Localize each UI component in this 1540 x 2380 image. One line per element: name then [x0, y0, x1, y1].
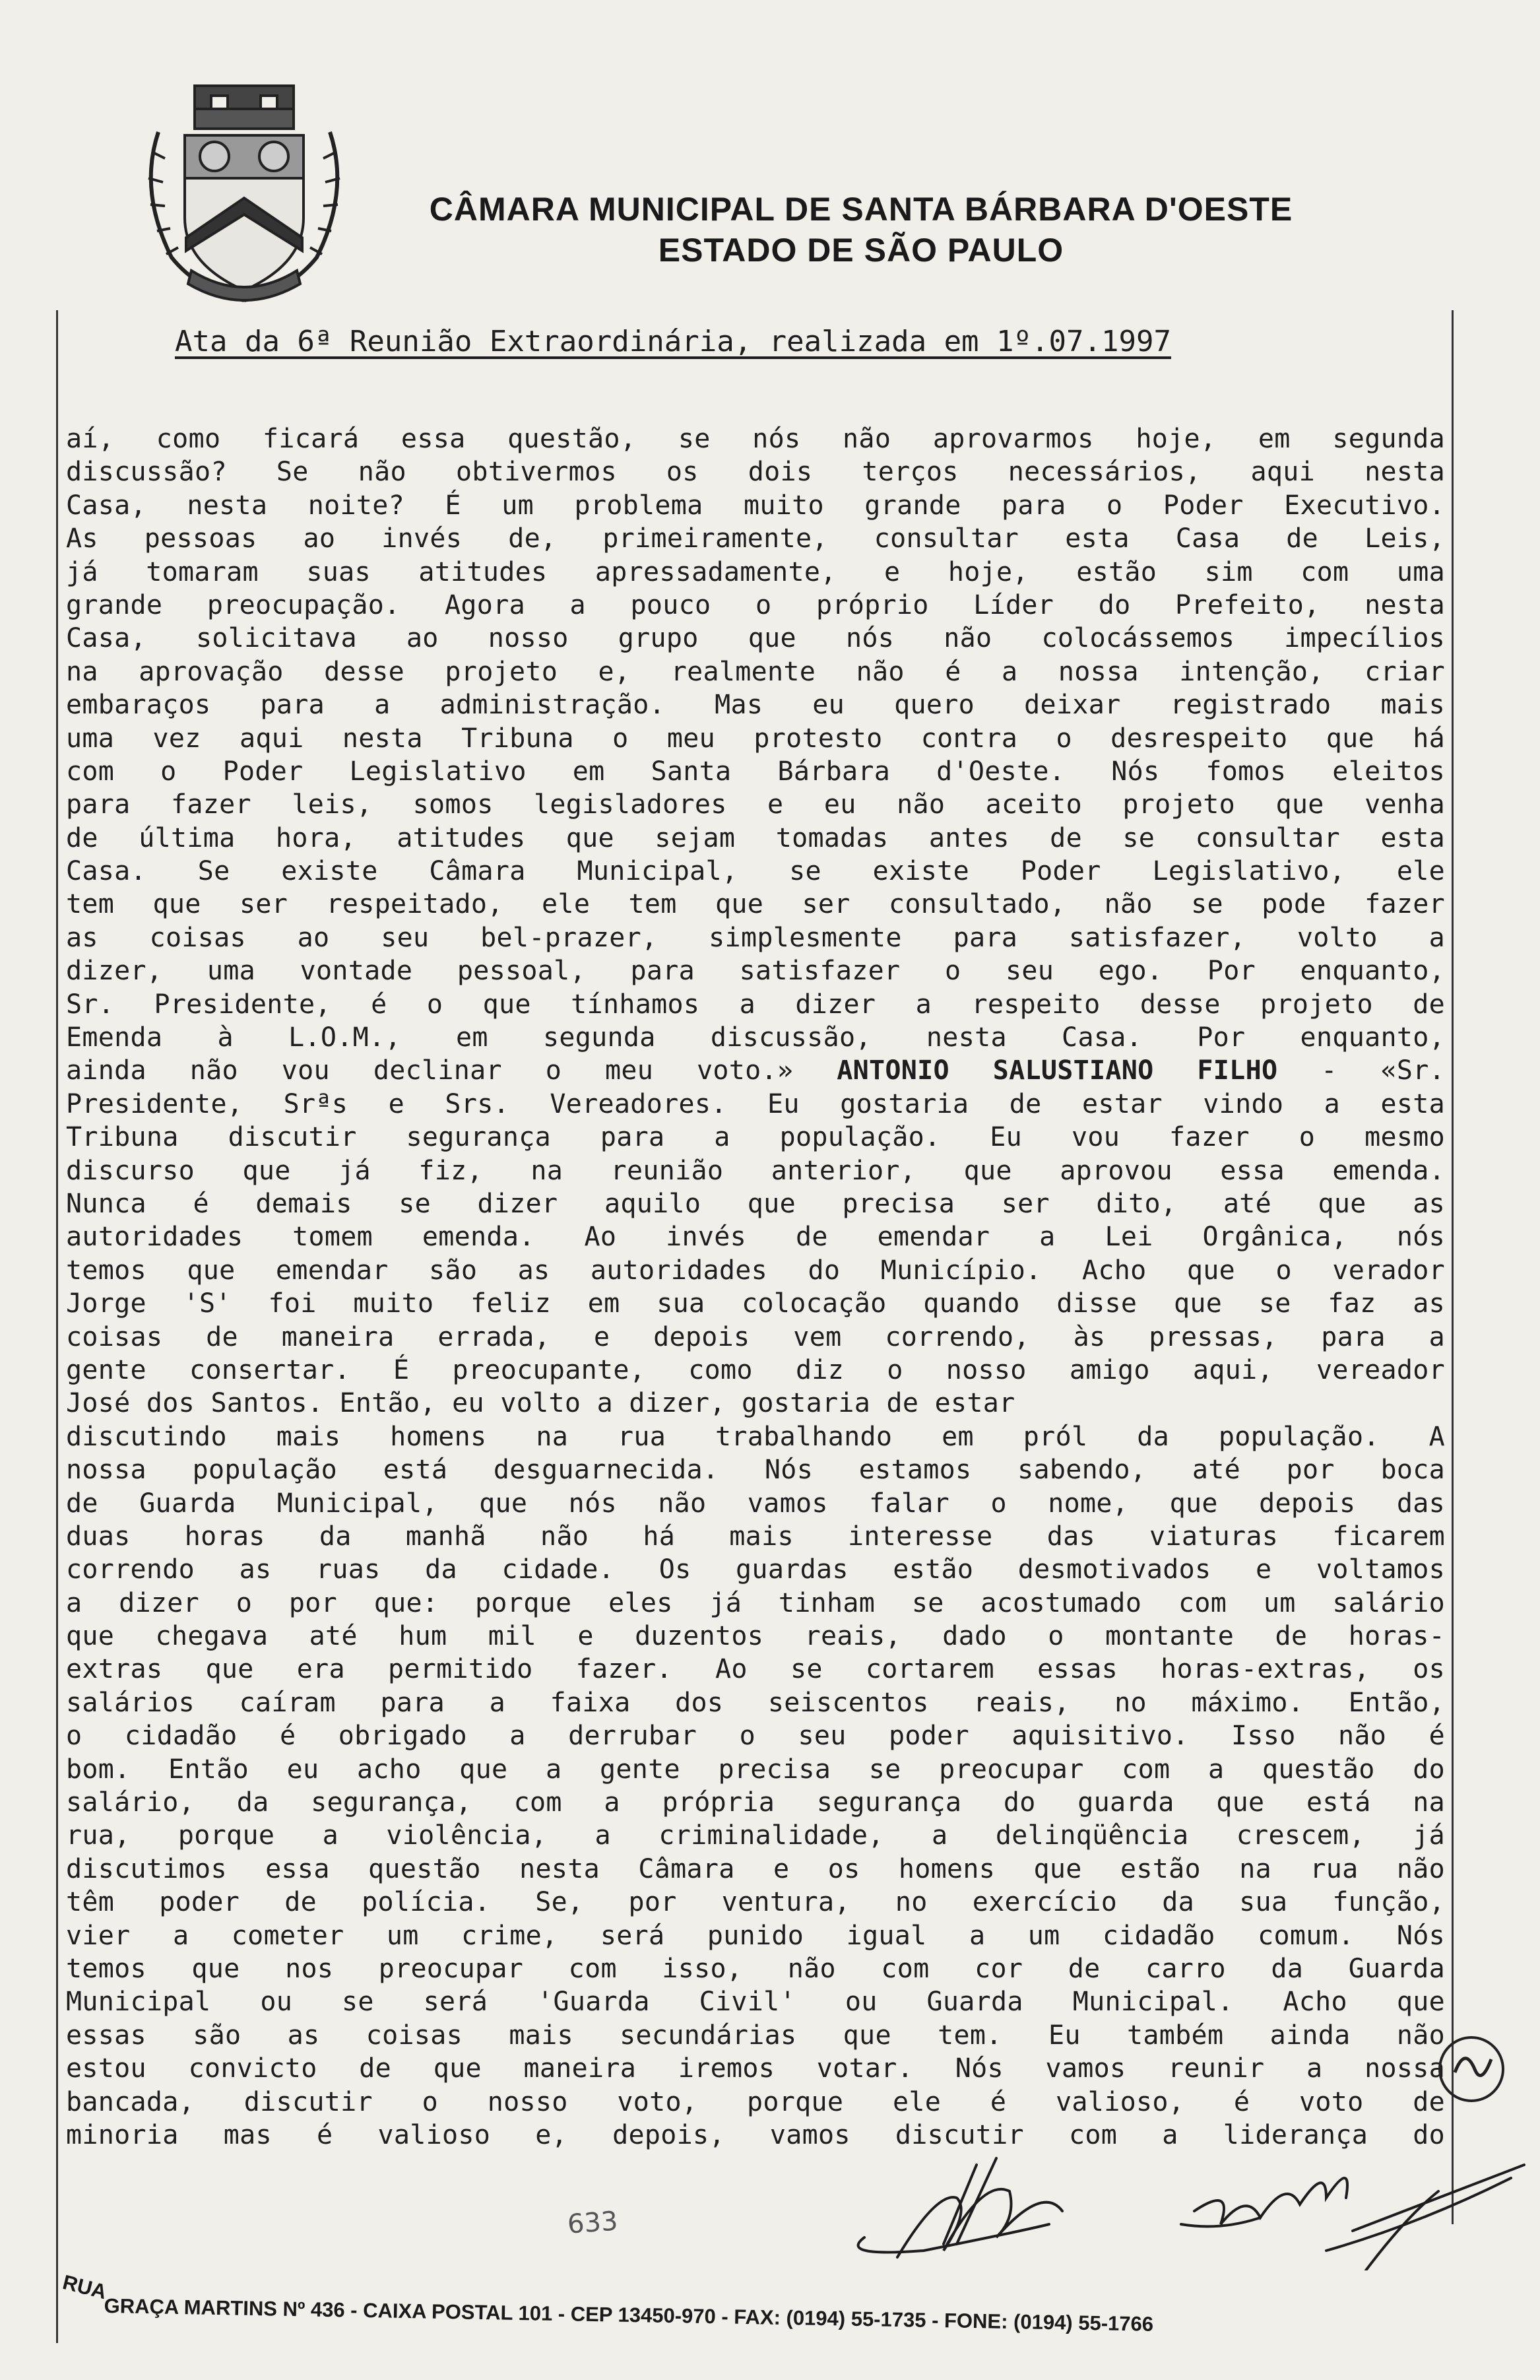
body-line: as coisas ao seu bel-prazer, simplesmente para satisfazer, volto a — [66, 922, 1445, 953]
page-number: 633 — [566, 2206, 619, 2240]
body-line: Casa, solicitava ao nosso grupo que nós não colocássemos impecílios — [66, 623, 1445, 654]
body-line: rua, porque a violência, a criminalidade, a delinqüência crescem, já — [66, 1820, 1445, 1851]
body-line: salários caíram para a faixa dos seiscentos reais, no máximo. Então, — [66, 1687, 1445, 1718]
body-line: coisas de maneira errada, e depois vem correndo, às pressas, para a — [66, 1321, 1445, 1352]
footer-address — [60, 2270, 1518, 2350]
body-line: de última hora, atitudes que sejam tomadas antes de se consultar esta — [66, 822, 1445, 853]
body-line: bom. Então eu acho que a gente precisa se preocupar com a questão do — [66, 1754, 1445, 1785]
left-margin-rule — [56, 310, 58, 2343]
body-line: a dizer o por que: porque eles já tinham se acostumado com um salário — [66, 1587, 1445, 1618]
state-title: ESTADO DE SÃO PAULO — [658, 232, 1064, 269]
body-line: já tomaram suas atitudes apressadamente, e hoje, estão sim com uma — [66, 556, 1445, 587]
body-line: o cidadão é obrigado a derrubar o seu poder aquisitivo. Isso não é — [66, 1721, 1445, 1752]
footer-address-line: GRAÇA MARTINS Nº 436 - CAIXA POSTAL 101 - CEP 13450-970 - FAX: (0194) 55-1735 - FONE: (0194) 55-1766 — [104, 2294, 1154, 2336]
body-line: nossa população está desguarnecida. Nós estamos sabendo, até por boca — [66, 1455, 1445, 1486]
body-line: uma vez aqui nesta Tribuna o meu protesto contra o desrespeito que há — [66, 723, 1445, 754]
body-line: tem que ser respeitado, ele tem que ser consultado, não se pode fazer — [66, 889, 1445, 920]
body-line: vier a cometer um crime, será punido igual a um cidadão comum. Nós — [66, 1920, 1445, 1951]
body-line: minoria mas é valioso e, depois, vamos discutir com a liderança do — [66, 2119, 1445, 2150]
body-line: gente consertar. É preocupante, como diz o nosso amigo aqui, vereador — [66, 1354, 1445, 1385]
body-line: Sr. Presidente, é o que tínhamos a dizer a respeito desse projeto de — [66, 989, 1445, 1020]
body-line: correndo as ruas da cidade. Os guardas estão desmotivados e voltamos — [66, 1554, 1445, 1585]
rubric-stamp-icon — [1435, 2033, 1508, 2105]
right-margin-rule — [1452, 310, 1454, 2224]
body-line: salário, da segurança, com a própria segurança do guarda que está na — [66, 1787, 1445, 1818]
body-line: extras que era permitido fazer. Ao se cortarem essas horas-extras, os — [66, 1654, 1445, 1685]
body-line: Nunca é demais se dizer aquilo que precisa ser dito, até que as — [66, 1188, 1445, 1219]
footer-street-prefix: RUA — [60, 2270, 110, 2304]
body-line: discurso que já fiz, na reunião anterior, que aprovou essa emenda. — [66, 1155, 1445, 1186]
body-line: Jorge 'S' foi muito feliz em sua colocação quando disse que se faz as — [66, 1288, 1445, 1319]
institution-title: CÂMARA MUNICIPAL DE SANTA BÁRBARA D'OESTE — [429, 191, 1293, 228]
body-line: para fazer leis, somos legisladores e eu não aceito projeto que venha — [66, 789, 1445, 820]
body-line: duas horas da manhã não há mais interesse das viaturas ficarem — [66, 1521, 1445, 1552]
body-line: Municipal ou se será 'Guarda Civil' ou Guarda Municipal. Acho que — [66, 1987, 1445, 2018]
body-line: autoridades tomem emenda. Ao invés de emendar a Lei Orgânica, nós — [66, 1222, 1445, 1253]
body-line: têm poder de polícia. Se, por ventura, no exercício da sua função, — [66, 1887, 1445, 1918]
body-line: estou convicto de que maneira iremos votar. Nós vamos reunir a nossa — [66, 2053, 1445, 2084]
body-line: dizer, uma vontade pessoal, para satisfazer o seu ego. Por enquanto, — [66, 956, 1445, 987]
signatures-icon — [825, 2152, 1537, 2270]
municipal-coat-of-arms-icon — [132, 73, 356, 310]
body-line: de Guarda Municipal, que nós não vamos falar o nome, que depois das — [66, 1488, 1445, 1519]
body-line: essas são as coisas mais secundárias que tem. Eu também ainda não — [66, 2020, 1445, 2051]
body-line: aí, como ficará essa questão, se nós não aprovarmos hoje, em segunda — [66, 424, 1445, 454]
body-line: José dos Santos. Então, eu volto a dizer, gostaria de estar — [66, 1388, 1015, 1419]
body-line: que chegava até hum mil e duzentos reais, dado o montante de horas- — [66, 1621, 1445, 1652]
body-line: bancada, discutir o nosso voto, porque ele é valioso, é voto de — [66, 2086, 1445, 2117]
body-line: temos que emendar são as autoridades do Município. Acho que o verador — [66, 1255, 1445, 1286]
body-line: Casa. Se existe Câmara Municipal, se existe Poder Legislativo, ele — [66, 856, 1445, 887]
speaker-name: ANTONIO SALUSTIANO FILHO — [837, 1055, 1278, 1086]
body-line: Tribuna discutir segurança para a população. Eu vou fazer o mesmo — [66, 1122, 1445, 1153]
body-line: As pessoas ao invés de, primeiramente, consultar esta Casa de Leis, — [66, 523, 1445, 554]
body-line: temos que nos preocupar com isso, não com cor de carro da Guarda — [66, 1953, 1445, 1984]
minutes-body-text — [66, 422, 1445, 2152]
body-line: Presidente, Srªs e Srs. Vereadores. Eu gostaria de estar vindo a esta — [66, 1088, 1445, 1119]
body-line: Casa, nesta noite? É um problema muito grande para o Poder Executivo. — [66, 490, 1445, 521]
body-line: discussão? Se não obtivermos os dois terços necessários, aqui nesta — [66, 457, 1445, 488]
body-line: discutimos essa questão nesta Câmara e os homens que estão na rua não — [66, 1853, 1445, 1884]
body-line: ainda não vou declinar o meu voto.» ANTONIO SALUSTIANO FILHO - «Sr. — [66, 1055, 1445, 1086]
body-line: Emenda à L.O.M., em segunda discussão, nesta Casa. Por enquanto, — [66, 1022, 1445, 1053]
body-line: com o Poder Legislativo em Santa Bárbara d'Oeste. Nós fomos eleitos — [66, 756, 1445, 787]
body-line: embaraços para a administração. Mas eu quero deixar registrado mais — [66, 690, 1445, 721]
minutes-heading: Ata da 6ª Reunião Extraordinária, realizada em 1º.07.1997 — [175, 325, 1171, 358]
body-line: na aprovação desse projeto e, realmente não é a nossa intenção, criar — [66, 656, 1445, 687]
body-line: discutindo mais homens na rua trabalhando em pról da população. A — [66, 1421, 1445, 1452]
body-line: grande preocupação. Agora a pouco o próprio Líder do Prefeito, nesta — [66, 589, 1445, 620]
